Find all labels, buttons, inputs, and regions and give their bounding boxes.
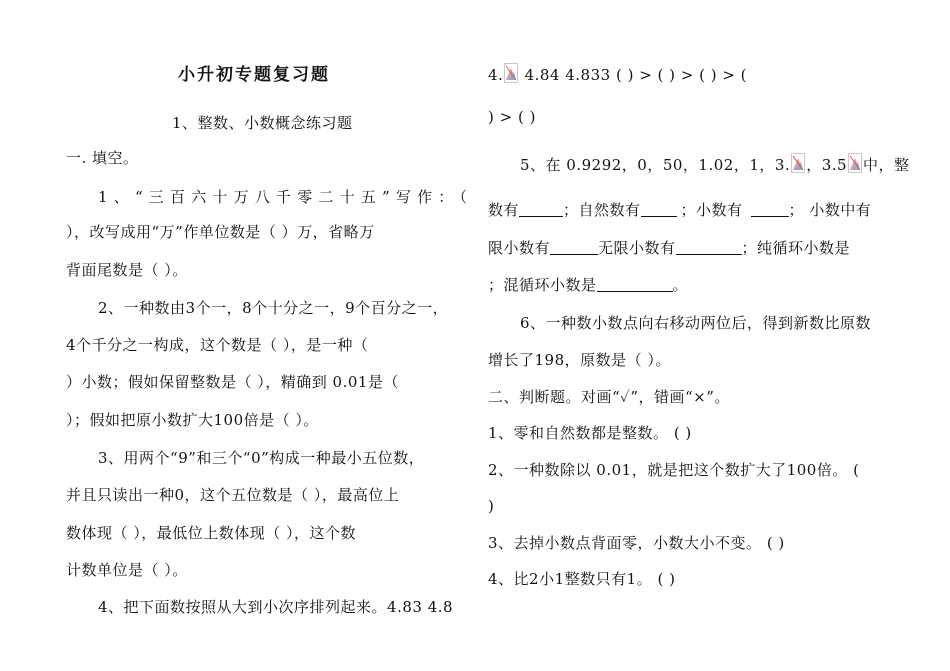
judgement-4: 4、比2小1整数只有1。 ( ) bbox=[488, 570, 676, 588]
mixed-recurring-blank[interactable] bbox=[597, 276, 673, 292]
question-5-line-3 bbox=[488, 238, 850, 258]
judgement-3: 3、去掉小数点背面零，小数大小不变。 ( ) bbox=[488, 534, 785, 552]
q5-prefix: 5、在 0.9292，0，50，1.02，1，3. bbox=[520, 156, 791, 174]
question-4-line-2 bbox=[488, 63, 747, 85]
judgement-2: 2、一种数除以 0.01，就是把这个数扩大了100倍。 ( bbox=[488, 461, 860, 479]
q5-period: 。 bbox=[672, 276, 689, 294]
judgement-2-close: ) bbox=[488, 497, 495, 515]
question-5-line-1 bbox=[520, 153, 910, 175]
question-4-line-1: 4、把下面数按照从大到小次序排列起来。4.83 4.8 bbox=[98, 598, 454, 616]
question-3-line-1: 3、用两个“9”和三个“0”构成一种最小五位数， bbox=[98, 449, 425, 467]
page-title: 小升初专题复习题 bbox=[178, 65, 330, 85]
q5-suffix: 中，整 bbox=[863, 156, 910, 174]
q5-finite-decimals-label: 限小数有 bbox=[488, 239, 551, 257]
infinite-decimals-blank[interactable] bbox=[676, 239, 742, 255]
naturals-blank[interactable] bbox=[641, 201, 677, 217]
section-fill-in-heading: 一. 填空。 bbox=[66, 149, 139, 167]
question-2-line-1: 2、一种数由3个一，8个十分之一，9个百分之一， bbox=[98, 299, 449, 317]
decimals-blank[interactable] bbox=[751, 201, 789, 217]
question-1-line-1: 1、“三百六十万八千零二十五”写作：（ bbox=[98, 188, 474, 206]
question-5-line-4 bbox=[488, 275, 688, 295]
question-6-line-1: 6、一种数小数点向右移动两位后，得到新数比原数 bbox=[520, 314, 872, 332]
finite-decimals-blank[interactable] bbox=[550, 239, 598, 255]
q5-infinite-decimals-label: 无限小数有 bbox=[598, 239, 676, 257]
question-1-line-2: ），改写成用“万”作单位数是（ ）万，省略万 bbox=[66, 223, 375, 241]
integers-blank[interactable] bbox=[519, 201, 563, 217]
question-3-line-3: 数体现（ ），最低位上数体现（ ），这个数 bbox=[66, 524, 357, 542]
question-5-line-2 bbox=[488, 200, 871, 220]
q5-pure-recurring-label: ；纯循环小数是 bbox=[741, 239, 851, 257]
q4-prefix: 4. bbox=[488, 66, 504, 84]
judgement-1: 1、零和自然数都是整数。 ( ) bbox=[488, 424, 692, 442]
broken-image-icon bbox=[791, 153, 805, 173]
q5-integers-label: 数有 bbox=[488, 201, 520, 219]
q5-decimals-label: ；小数有 bbox=[680, 201, 743, 219]
broken-image-icon bbox=[504, 63, 518, 83]
question-3-line-4: 计数单位是（ ）。 bbox=[66, 561, 188, 579]
section-true-false-heading: 二、判断题。对画“✓”，错画“×”。 bbox=[488, 388, 730, 406]
question-1-line-3: 背面尾数是（ ）。 bbox=[66, 261, 188, 279]
q5-mixed-recurring-label: ；混循环小数是 bbox=[488, 276, 597, 294]
exercise-subtitle: 1、整数、小数概念练习题 bbox=[172, 114, 353, 132]
broken-image-icon bbox=[848, 153, 862, 173]
q5-middle: ，3.5 bbox=[806, 156, 848, 174]
question-2-line-2: 4个千分之一构成，这个数是（ ），是一种（ bbox=[66, 336, 369, 354]
question-6-line-2: 增长了198，原数是（ ）。 bbox=[488, 351, 671, 369]
question-2-line-3: ）小数；假如保留整数是（ ），精确到 0.01是（ bbox=[66, 373, 399, 391]
q4-numbers: 4.84 4.833 ( ) > ( ) > ( ) > ( bbox=[519, 66, 748, 84]
question-4-line-3: ) > ( ) bbox=[488, 108, 536, 126]
q5-finite-label: ； 小数中有 bbox=[788, 201, 872, 219]
q5-naturals-label: ；自然数有 bbox=[563, 201, 641, 219]
question-3-line-2: 并且只读出一种0，这个五位数是（ ），最高位上 bbox=[66, 486, 400, 504]
question-2-line-4: ）；假如把原小数扩大100倍是（ ）。 bbox=[66, 411, 319, 429]
